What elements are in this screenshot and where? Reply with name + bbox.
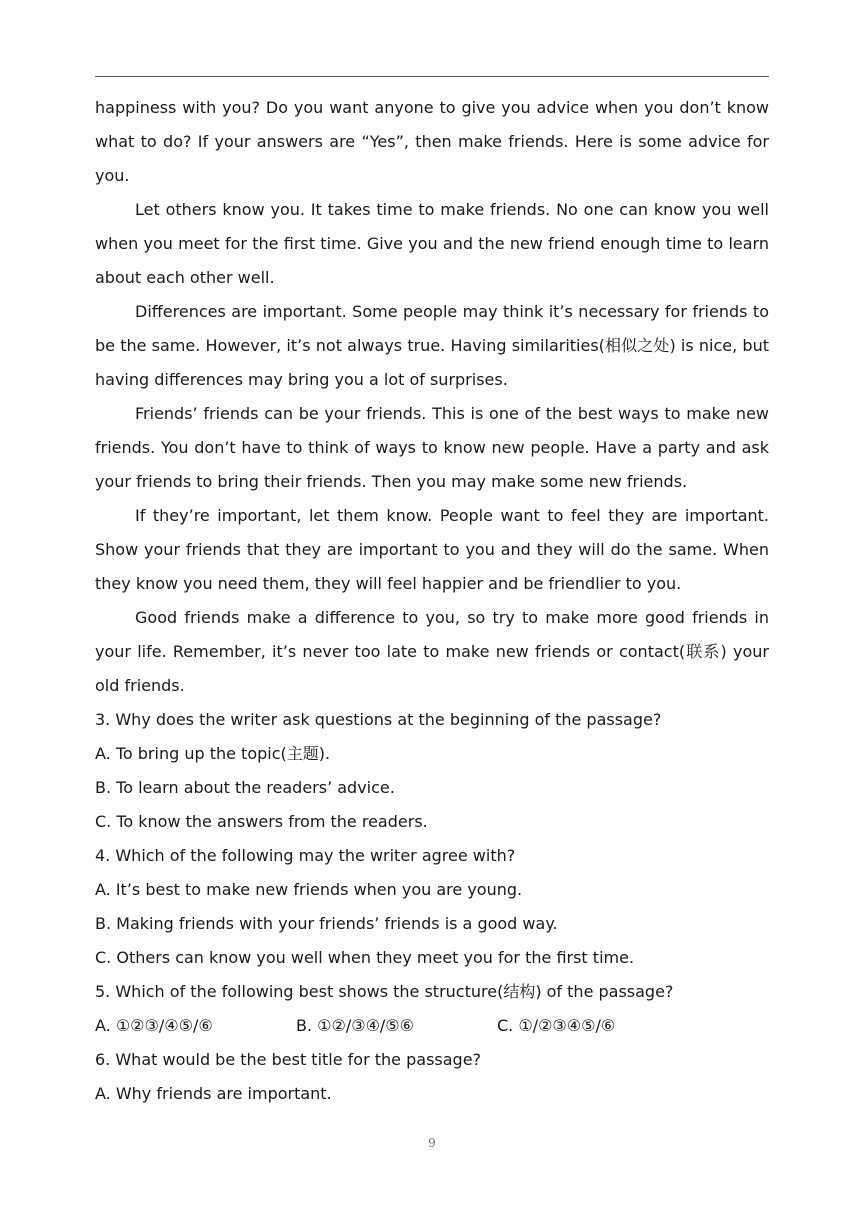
question-5 bbox=[95, 975, 769, 1043]
header-rule bbox=[95, 76, 769, 77]
question-5-option-a: A. ①②③/④⑤/⑥ bbox=[95, 1016, 213, 1035]
question-5-option-b: B. ①②/③④/⑤⑥ bbox=[296, 1016, 414, 1035]
question-5-stem: 5. Which of the following best shows the structure(结构) of the passage? bbox=[95, 982, 674, 1001]
question-6-stem: 6. What would be the best title for the passage? bbox=[95, 1050, 482, 1069]
passage-paragraph-2: Let others know you. It takes time to make friends. No one can know you well when you meet for the first time. Give you and the new friend enough time to learn about each other well. bbox=[95, 200, 769, 287]
question-3-option-a: A. To bring up the topic(主题). bbox=[95, 744, 331, 763]
question-3-stem: 3. Why does the writer ask questions at the beginning of the passage? bbox=[95, 710, 662, 729]
question-4-option-a: A. It’s best to make new friends when you are young. bbox=[95, 880, 523, 899]
passage-paragraph-5: If they’re important, let them know. People want to feel they are important. Show your friends that they are important to you and they will do the same. When they know you need them, they will feel happier and be friendlier to you. bbox=[95, 506, 769, 593]
page-number: 9 bbox=[428, 1136, 436, 1150]
question-4 bbox=[95, 839, 769, 975]
passage-paragraph-6: Good friends make a difference to you, so try to make more good friends in your life. Remember, it’s never too late to make new friends or contact(联系) your old friends. bbox=[95, 608, 769, 695]
document-body bbox=[95, 91, 769, 1111]
question-6 bbox=[95, 1043, 769, 1111]
question-5-options bbox=[95, 1009, 769, 1043]
question-4-option-c: C. Others can know you well when they meet you for the first time. bbox=[95, 948, 635, 967]
question-3-option-c: C. To know the answers from the readers. bbox=[95, 812, 428, 831]
question-4-option-b: B. Making friends with your friends’ friends is a good way. bbox=[95, 914, 558, 933]
question-4-stem: 4. Which of the following may the writer agree with? bbox=[95, 846, 516, 865]
question-6-option-a: A. Why friends are important. bbox=[95, 1084, 332, 1103]
question-3 bbox=[95, 703, 769, 839]
passage-paragraph-3: Differences are important. Some people may think it’s necessary for friends to be the same. However, it’s not always true. Having similarities(相似之处) is nice, but having differences may bring you a lot of surprises. bbox=[95, 302, 769, 389]
passage-paragraph-1: happiness with you? Do you want anyone to give you advice when you don’t know what to do? If your answers are “Yes”, then make friends. Here is some advice for you. bbox=[95, 98, 769, 185]
passage-paragraph-4: Friends’ friends can be your friends. This is one of the best ways to make new friends. You don’t have to think of ways to know new people. Have a party and ask your friends to bring their friends. Then you may make some new friends. bbox=[95, 404, 769, 491]
question-3-option-b: B. To learn about the readers’ advice. bbox=[95, 778, 395, 797]
question-5-option-c: C. ①/②③④⑤/⑥ bbox=[497, 1016, 616, 1035]
